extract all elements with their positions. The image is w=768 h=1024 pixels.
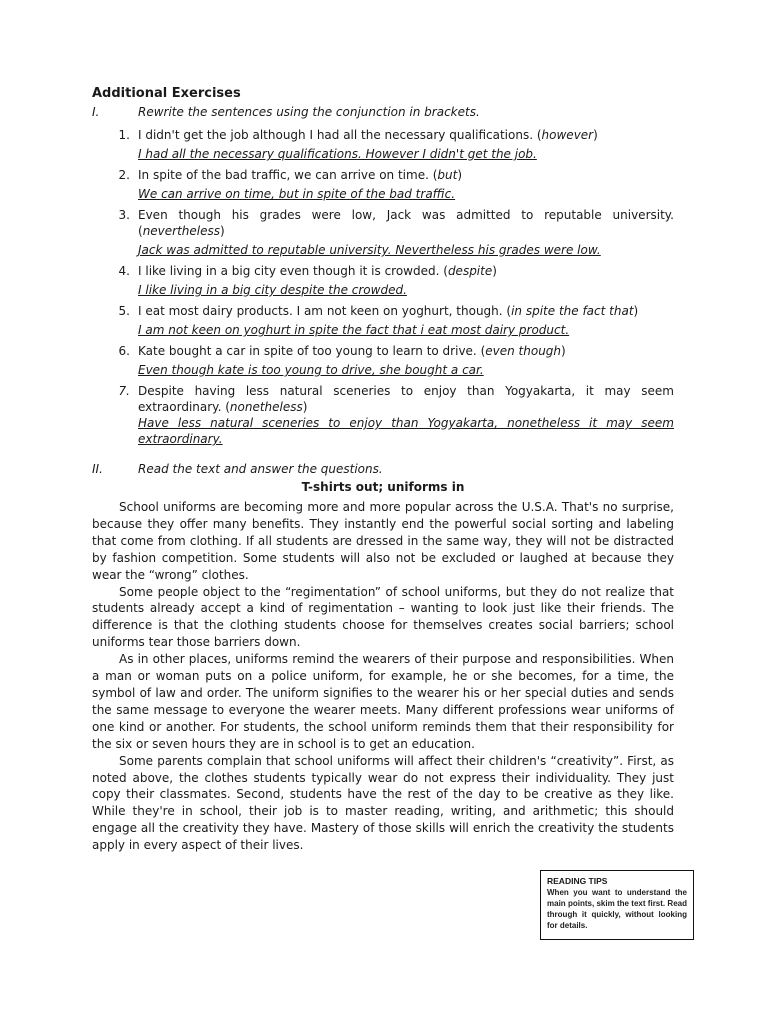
exercise-number: 6. — [118, 344, 130, 358]
exercise-conjunction: but — [437, 168, 458, 182]
exercise-list — [92, 127, 674, 447]
worksheet-page — [92, 86, 674, 854]
exercise-conjunction: in spite the fact that — [511, 304, 634, 318]
exercise-number: 4. — [118, 264, 130, 278]
exercise-conjunction: however — [541, 128, 594, 142]
reading-paragraph: Some parents complain that school uniforms will affect their children's “creativity”. First, as noted above, the clothes students typically wear do not express their individuality. They just copy their classmates. Second, students have the rest of the day to be creative as they like. While they're in school, their job is to master reading, writing, and arithmetic; this should engage all the creativity they have. Mastery of those skills will enrich the creativity the students apply in every aspect of their lives. — [92, 753, 674, 853]
reading-title: T-shirts out; uniforms in — [301, 480, 465, 494]
exercise-sentence: In spite of the bad traffic, we can arrive on time. (but) — [138, 168, 463, 182]
part2-header — [92, 461, 674, 478]
exercise-conjunction: despite — [447, 264, 493, 278]
exercise-item — [92, 343, 674, 378]
exercise-item — [92, 383, 674, 447]
exercise-number: 1. — [118, 128, 130, 142]
reading-paragraph: As in other places, uniforms remind the wearers of their purpose and responsibilities. When a man or woman puts on a police uniform, for example, he or she becomes, for a time, the symbol of law and order. The uniform signifies to the wearer his or her special duties and sends the same message to everyone the wearer meets. Many different professions wear uniforms of one kind or another. For students, the school uniform reminds them that their responsibility for the six or seven hours they are in school is to get an education. — [92, 652, 674, 751]
exercise-conjunction: nonetheless — [229, 400, 303, 414]
exercise-answer: Have less natural sceneries to enjoy than Yogyakarta, nonetheless it may seem extraordinary. — [138, 416, 674, 446]
exercise-sentence: Even though his grades were low, Jack was admitted to reputable university. (nevertheless) — [138, 208, 674, 238]
exercise-item — [92, 207, 674, 258]
exercise-answer: Jack was admitted to reputable university. Nevertheless his grades were low. — [138, 243, 601, 257]
reading-text — [92, 499, 674, 854]
reading-paragraph: School uniforms are becoming more and more popular across the U.S.A. That's no surprise, because they offer many benefits. They instantly end the powerful social sorting and labeling that come from clothing. If all students are dressed in the same way, they will not be distracted by fashion competition. Some students will also not be excluded or laughed at because they wear the “wrong” clothes. — [92, 500, 674, 582]
reading-paragraph: Some people object to the “regimentation” of school uniforms, but they do not realize that students already accept a kind of regimentation – wanting to look just like their friends. The difference is that the clothing students choose for themselves creates social barriers; school uniforms tear those barriers down. — [92, 584, 674, 650]
exercise-sentence: Despite having less natural sceneries to enjoy than Yogyakarta, it may seem extraordinary. (nonetheless) — [138, 384, 674, 414]
exercise-number: 7. — [118, 384, 130, 398]
exercise-answer: We can arrive on time, but in spite of the bad traffic. — [138, 187, 456, 201]
exercise-number: 2. — [118, 168, 130, 182]
exercise-number: 3. — [118, 208, 130, 222]
exercise-number: 5. — [118, 304, 130, 318]
exercise-sentence: Kate bought a car in spite of too young to learn to drive. (even though) — [138, 344, 566, 358]
exercise-sentence: I like living in a big city even though it is crowded. (despite) — [138, 264, 497, 278]
exercise-answer: I had all the necessary qualifications. However I didn't get the job. — [138, 147, 537, 161]
part2-numeral: II. — [92, 462, 103, 476]
exercise-sentence: I eat most dairy products. I am not keen on yoghurt, though. (in spite the fact that) — [138, 304, 639, 318]
exercise-item — [92, 167, 674, 202]
exercise-item — [92, 263, 674, 298]
reading-tips-body: When you want to understand the main points, skim the text first. Read through it quickly, without looking for details. — [547, 888, 687, 930]
exercise-item — [92, 127, 674, 162]
exercise-answer: Even though kate is too young to drive, she bought a car. — [138, 363, 484, 377]
exercise-answer: I like living in a big city despite the crowded. — [138, 283, 407, 297]
exercise-conjunction: nevertheless — [142, 224, 221, 238]
reading-tips-box — [540, 870, 694, 940]
exercise-conjunction: even though — [485, 344, 562, 358]
page-heading: Additional Exercises — [92, 86, 241, 101]
exercise-answer: I am not keen on yoghurt in spite the fact that i eat most dairy product. — [138, 323, 570, 337]
part1-numeral: I. — [92, 105, 100, 119]
part1-header — [92, 104, 674, 121]
part1-instruction: Rewrite the sentences using the conjunction in brackets. — [138, 105, 480, 119]
exercise-sentence: I didn't get the job although I had all the necessary qualifications. (however) — [138, 128, 598, 142]
reading-tips-title: READING TIPS — [547, 876, 608, 886]
exercise-item — [92, 303, 674, 338]
part2-instruction: Read the text and answer the questions. — [138, 462, 383, 476]
